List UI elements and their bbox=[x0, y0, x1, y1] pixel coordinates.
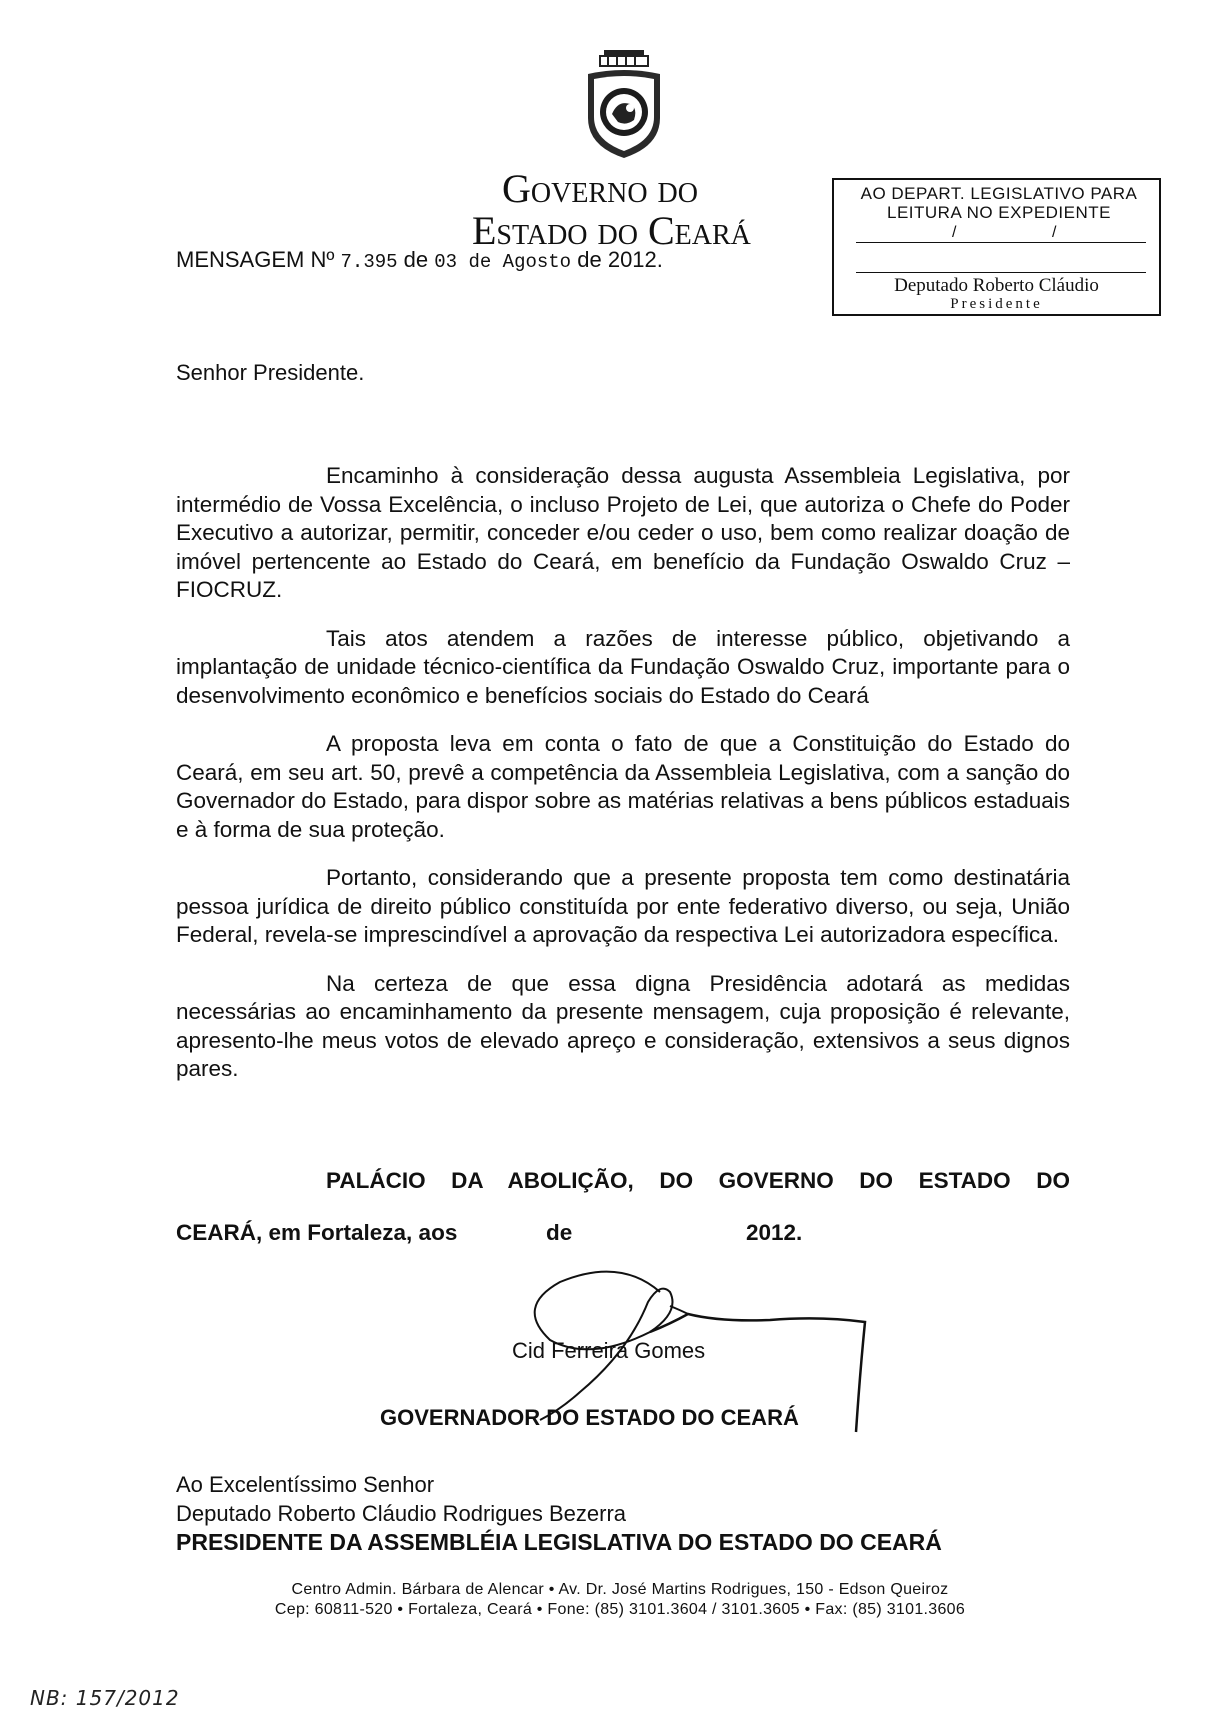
stamp-date-line bbox=[856, 224, 1146, 243]
legislative-receipt-stamp bbox=[832, 178, 1161, 316]
letterhead-line-2: Estado do Ceará bbox=[472, 208, 751, 253]
paragraph: Na certeza de que essa digna Presidência adotará as medidas necessárias ao encaminhamento da presente mensagem, cuja proposição é relevante, apresento-lhe meus votos de elevado apreço e consideração, extensivos a seus dignos pares. bbox=[176, 970, 1070, 1081]
stamp-line-2: LEITURA NO EXPEDIENTE bbox=[887, 203, 1111, 222]
closing-block bbox=[176, 1166, 1070, 1248]
footer-line-2: Cep: 60811-520 • Fortaleza, Ceará • Fone: (85) 3101.3604 / 3101.3605 • Fax: (85) 3101.3606 bbox=[274, 1601, 966, 1618]
closing-year: 2012. bbox=[746, 1220, 803, 1245]
stamp-deputy-role: Presidente bbox=[950, 296, 1043, 312]
stamp-header bbox=[844, 184, 1154, 222]
closing-line-2 bbox=[176, 1218, 1070, 1248]
stamp-deputy-name: Deputado Roberto Cláudio bbox=[894, 275, 1099, 296]
message-de-1: de bbox=[403, 247, 429, 272]
letterhead-line-1: Governo do bbox=[502, 166, 698, 211]
closing-line-1: PALÁCIO DA ABOLIÇÃO, DO GOVERNO DO ESTADO DO bbox=[326, 1168, 1070, 1193]
state-crest-logo bbox=[580, 48, 668, 160]
paragraph: A proposta leva em conta o fato de que a Constituição do Estado do Ceará, em seu art. 50, prevê a competência da Assembleia Legislativa, com a sanção do Governador do Estado, para dispor sobre as matérias relativas a bens públicos estaduais e à forma de sua proteção. bbox=[176, 731, 1070, 842]
message-year: 2012. bbox=[607, 247, 663, 272]
addressee-line-1: Ao Excelentíssimo Senhor bbox=[176, 1472, 435, 1497]
stamp-slash-1: / bbox=[952, 224, 957, 241]
addressee-line-3: PRESIDENTE DA ASSEMBLÉIA LEGISLATIVA DO ESTADO DO CEARÁ bbox=[176, 1529, 942, 1555]
paragraph: Tais atos atendem a razões de interesse público, objetivando a implantação de unidade técnico-científica da Fundação Oswaldo Cruz, importante para o desenvolvimento econômico e benefícios sociais do Estado do Ceará bbox=[176, 625, 1070, 708]
message-prefix: MENSAGEM Nº bbox=[176, 247, 335, 272]
closing-place: CEARÁ, em Fortaleza, aos bbox=[176, 1220, 458, 1245]
closing-de: de bbox=[546, 1220, 573, 1245]
letter-body bbox=[176, 462, 1070, 1104]
footer-line-1: Centro Admin. Bárbara de Alencar • Av. Dr. José Martins Rodrigues, 150 - Edson Queiroz bbox=[291, 1581, 949, 1598]
stamp-line-1: AO DEPART. LEGISLATIVO PARA bbox=[860, 184, 1138, 203]
paragraph: Encaminho à consideração dessa augusta Assembleia Legislativa, por intermédio de Vossa Excelência, o incluso Projeto de Lei, que autoriza o Chefe do Poder Executivo a autorizar, permitir, conceder e/ou ceder o uso, bem como realizar doação de imóvel pertencente ao Estado do Ceará, em benefício da Fundação Oswaldo Cruz – FIOCRUZ. bbox=[176, 463, 1070, 602]
footer-address bbox=[200, 1580, 1040, 1620]
message-number: 7.395 bbox=[340, 251, 398, 273]
addressee-block bbox=[176, 1470, 942, 1557]
signer-role: GOVERNADOR DO ESTADO DO CEARÁ bbox=[380, 1405, 799, 1430]
stamp-signature-line bbox=[856, 272, 1146, 273]
message-date: 03 de Agosto bbox=[434, 251, 572, 273]
message-number-line bbox=[176, 247, 663, 273]
message-de-2: de bbox=[577, 247, 602, 272]
letterhead-title bbox=[420, 168, 780, 252]
addressee-line-2: Deputado Roberto Cláudio Rodrigues Bezerra bbox=[176, 1501, 627, 1526]
paragraph: Portanto, considerando que a presente proposta tem como destinatária pessoa jurídica de direito público constituída por ente federativo diverso, ou seja, União Federal, revela-se imprescindível a aprovação da respectiva Lei autorizadora específica. bbox=[176, 865, 1070, 947]
stamp-slash-2: / bbox=[1052, 224, 1057, 241]
handwritten-note: NB: 157/2012 bbox=[30, 1686, 180, 1710]
salutation: Senhor Presidente. bbox=[176, 360, 365, 385]
signer-name: Cid Ferreira Gomes bbox=[512, 1338, 706, 1363]
